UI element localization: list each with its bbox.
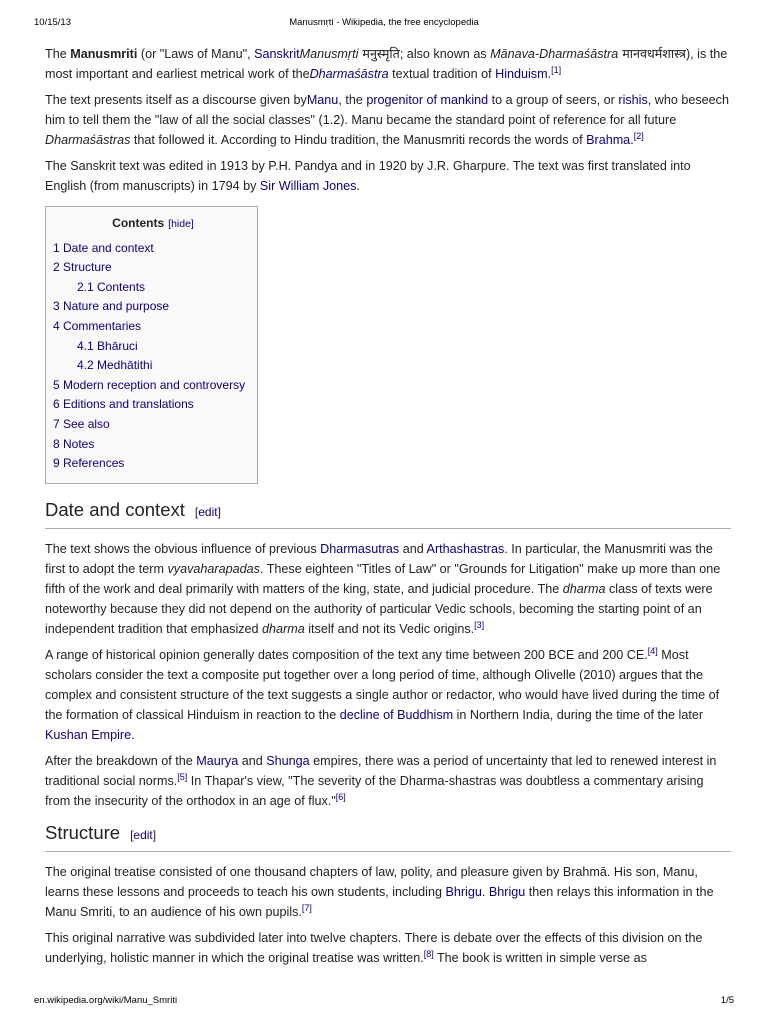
toc-link[interactable]: 9 References	[53, 456, 125, 471]
toc-link[interactable]: 4 Commentaries	[53, 318, 142, 333]
toc-item[interactable]	[53, 435, 253, 455]
text: empires, there was a period of uncertainty that led to renewed interest in traditional social norms.	[45, 753, 717, 788]
edit-section: [edit]	[130, 827, 157, 842]
text: in Northern India, during the time of the later	[453, 707, 704, 722]
toc-title	[53, 214, 253, 235]
toc-link[interactable]: 5 Modern reception and controversy	[53, 377, 246, 392]
link-arthashastras[interactable]: Arthashastras	[426, 541, 505, 556]
link-maurya[interactable]: Maurya	[196, 753, 239, 768]
italic-term: vyavaharapadas	[167, 561, 260, 576]
ref-link[interactable]: [5]	[177, 771, 188, 782]
ref-link[interactable]: [2]	[633, 130, 644, 141]
link-label: Dharmaśāstra	[309, 67, 389, 81]
text: , who beseech him to tell them the "law of all the social classes" (1.2). Manu became the standard point of reference for all future	[45, 93, 729, 127]
toc-item[interactable]	[53, 278, 253, 298]
italic-term: Manusmṛti	[299, 47, 359, 61]
italic-term: Dharmaśāstras	[45, 133, 131, 147]
edit-link[interactable]: edit	[198, 504, 218, 519]
link-sanskrit[interactable]: Sanskrit	[254, 47, 300, 61]
table-of-contents	[45, 206, 258, 484]
devanagari-text: मानवधर्मशास्त्र	[618, 46, 686, 61]
text: The book is written in simple verse as	[433, 950, 647, 965]
text: This original narrative was subdivided later into twelve chapters. There is debate over the effects of this division on the underlying, holistic manner in which the original treatise was written.	[45, 930, 703, 965]
link-dharmasutras[interactable]: Dharmasutras	[320, 541, 400, 556]
ref-link[interactable]: [8]	[423, 948, 434, 959]
section-heading-structure	[45, 821, 731, 852]
link-william-jones[interactable]: Sir William Jones	[259, 179, 357, 193]
link-dharmashastra[interactable]	[310, 67, 389, 81]
ref-link[interactable]: [3]	[474, 619, 485, 630]
text: that followed it. According to Hindu tradition, the Manusmriti records the words of	[130, 133, 587, 147]
toc-link[interactable]: 3 Nature and purpose	[53, 299, 170, 314]
link-bhrigu[interactable]: Bhrigu	[488, 884, 526, 899]
text: A range of historical opinion generally dates composition of the text any time between 200 BCE and 200 CE.	[45, 647, 648, 662]
italic-term: dharma	[262, 621, 305, 636]
link-rishis[interactable]: rishis	[618, 93, 648, 107]
article-content	[45, 44, 731, 974]
toc-item[interactable]	[53, 376, 253, 396]
italic-term: Mānava-Dharmaśāstra	[490, 47, 619, 61]
edit-link[interactable]: edit	[133, 827, 153, 842]
toc-link[interactable]: 1 Date and context	[53, 240, 154, 255]
text: and	[399, 541, 427, 556]
toc-heading: Contents	[112, 216, 165, 230]
ref-link[interactable]: [7]	[301, 902, 312, 913]
toc-item[interactable]	[53, 239, 253, 259]
toc-hide-link[interactable]: [hide]	[168, 218, 194, 230]
section2-paragraph-1	[45, 862, 731, 922]
italic-term: dharma	[562, 581, 606, 596]
ref-link[interactable]: [6]	[335, 791, 346, 802]
text: The Sanskrit text was edited in 1913 by P.H. Pandya and in 1920 by J.R. Gharpure. The text was first translated into English (from manuscripts) in 1794 by	[45, 159, 691, 193]
text: .	[131, 727, 135, 742]
toc-item[interactable]	[53, 415, 253, 435]
toc-link[interactable]: 4.2 Medhātithi	[77, 358, 153, 373]
toc-link[interactable]: 4.1 Bhāruci	[77, 338, 138, 353]
print-page-title: Manusmṛti - Wikipedia, the free encyclopedia	[289, 17, 479, 28]
text: The text shows the obvious influence of previous	[45, 541, 321, 556]
text: ), is the most important and earliest metrical work of the	[45, 47, 728, 81]
text: , the	[338, 93, 367, 107]
toc-item[interactable]	[53, 395, 253, 415]
text: textual tradition of	[388, 67, 496, 81]
text: ; also known as	[399, 47, 491, 61]
text: .	[356, 179, 360, 193]
toc-link[interactable]: 8 Notes	[53, 436, 95, 451]
text: Most scholars consider the text a composite put together over a long period of time, although Olivelle (2010) argues that the complex and consistent structure of the text suggests a single author or redactor, who would have lived during the time of the formation of classical Hinduism in reaction to the	[45, 647, 720, 722]
print-url: en.wikipedia.org/wiki/Manu_Smriti	[34, 995, 178, 1006]
toc-item[interactable]	[53, 297, 253, 317]
intro-paragraph-1	[45, 44, 731, 84]
text: The original treatise consisted of one thousand chapters of law, polity, and pleasure given by Brahmā. His son, Manu, learns these lessons and proceeds to teach his own students, including	[45, 864, 698, 899]
link-progenitor[interactable]: progenitor of mankind	[366, 93, 489, 107]
section1-paragraph-1	[45, 539, 731, 639]
link-bhrigu[interactable]: Bhrigu	[445, 884, 482, 899]
text: itself and not its Vedic origins.	[304, 621, 475, 636]
toc-item[interactable]	[53, 337, 253, 357]
text: and	[238, 753, 267, 768]
link-decline-of-buddhism[interactable]: decline of Buddhism	[339, 707, 454, 722]
link-brahma[interactable]: Brahma	[586, 133, 631, 147]
link-shunga[interactable]: Shunga	[266, 753, 310, 768]
text: The text presents itself as a discourse given by	[45, 93, 307, 107]
text: .	[547, 67, 552, 81]
toc-link[interactable]: 2 Structure	[53, 260, 112, 275]
intro-paragraph-2	[45, 90, 731, 150]
toc-item[interactable]	[53, 317, 253, 337]
article-subject: Manusmriti	[70, 47, 138, 61]
heading-text: Structure	[45, 821, 121, 843]
section1-paragraph-2	[45, 645, 731, 745]
toc-item[interactable]	[53, 356, 253, 376]
text: to a group of seers, or	[488, 93, 619, 107]
ref-link[interactable]: [1]	[551, 64, 562, 75]
text: (or "Laws of Manu",	[137, 47, 255, 61]
text: .	[481, 884, 489, 899]
section1-paragraph-3	[45, 751, 731, 811]
print-page-number: 1/5	[720, 995, 734, 1006]
text: .	[630, 133, 634, 147]
toc-item[interactable]	[53, 258, 253, 278]
link-kushan-empire[interactable]: Kushan Empire	[45, 727, 132, 742]
text: After the breakdown of the	[45, 753, 197, 768]
section-heading-date-context	[45, 498, 731, 529]
toc-link[interactable]: 7 See also	[53, 416, 110, 431]
section2-paragraph-2	[45, 928, 731, 968]
text: . In particular, the Manusmriti was the first to adopt the term	[45, 541, 713, 576]
edit-section: [edit]	[194, 504, 221, 519]
text: class of texts were noteworthy because they did not depend on the authority of particular Vedic schools, becoming the starting point of an independent tradition that emphasized	[45, 581, 713, 636]
intro-paragraph-3	[45, 156, 731, 196]
ref-link[interactable]: [4]	[647, 645, 658, 656]
toc-link[interactable]: 2.1 Contents	[77, 279, 146, 294]
print-date: 10/15/13	[34, 17, 71, 28]
text: In Thapar's view, "The severity of the Dharma-shastras was doubtless a commentary arising from the insecurity of the orthodox in an age of flux."	[45, 773, 704, 808]
toc-item[interactable]	[53, 454, 253, 474]
heading-text: Date and context	[45, 498, 185, 520]
text: The	[45, 47, 71, 61]
toc-link[interactable]: 6 Editions and translations	[53, 397, 194, 412]
devanagari-text: मनुस्मृति	[358, 46, 400, 61]
link-manu[interactable]: Manu	[306, 93, 339, 107]
text: then relays this information in the Manu Smriti, to an audience of his own pupils.	[45, 884, 714, 919]
link-hinduism[interactable]: Hinduism	[495, 67, 548, 81]
text: . These eighteen "Titles of Law" or "Grounds for Litigation" make up more than one fifth of the work and deal primarily with matters of the king, state, and judicial procedure. The	[45, 561, 721, 596]
